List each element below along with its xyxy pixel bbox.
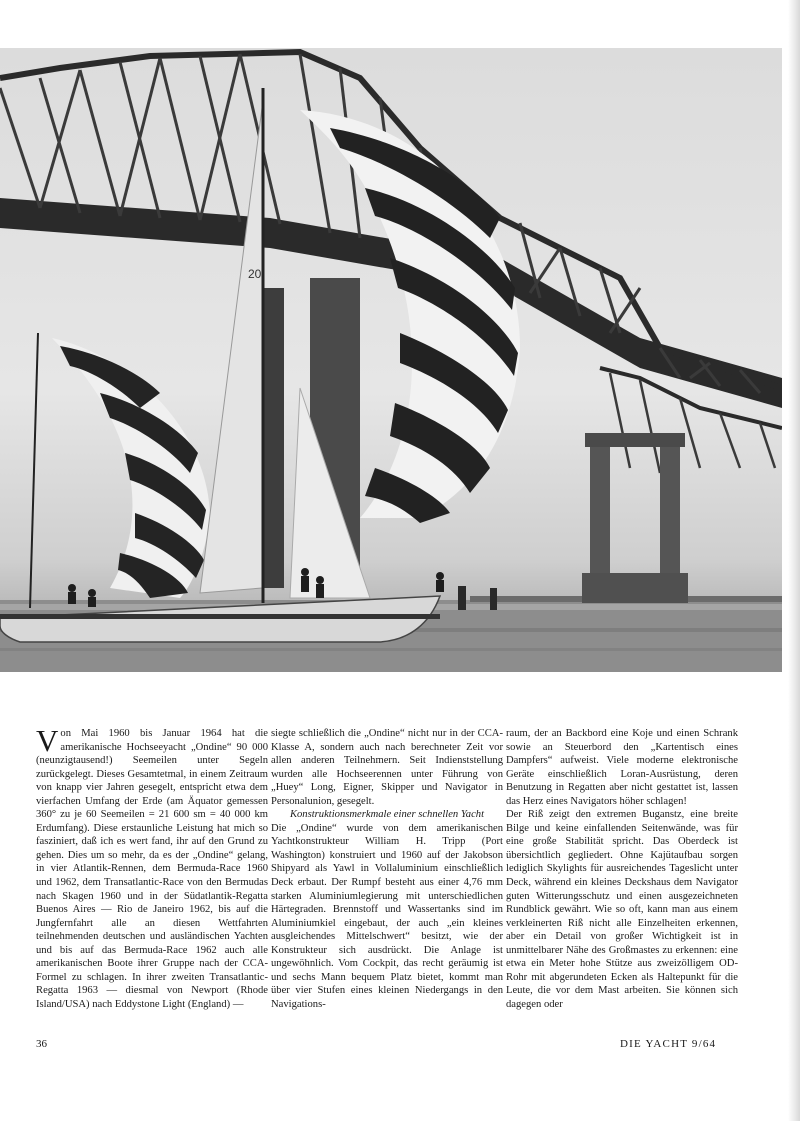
photo-bridge-yacht (0, 48, 782, 672)
page-edge (788, 0, 800, 1121)
article-column-3 (506, 727, 738, 1011)
article-paragraph (36, 723, 268, 1011)
article-paragraph: raum, der an Backbord eine Koje und einen Schrank sowie an Steuerbord den „Kartentisch eines Dampfers“ aufweist. Viele moderne elektronische Geräte einschließlich Loran-Ausrüstung, deren Benutzung in Regatten aber nicht gestattet ist, lassen das Herz eines Navigators höher schlagen! (506, 728, 738, 807)
article-column-2 (271, 727, 503, 1011)
dropcap: V (36, 723, 59, 758)
page-number: 36 (36, 1038, 47, 1050)
sail-number: 20 (248, 267, 262, 281)
article-paragraph: siegte schließlich die „Ondine“ nicht nur in der CCA-Klasse A, sondern auch nach berechneter Zeit vor allen anderen Teilnehmern. Seit Indienststellung wurden alle Hochseerennen unter Führung von „Huey“ Long, Eigner, Skipper und Navigator in Personalunion, gesegelt. (271, 728, 503, 807)
photo-bridge-yacht-icon (0, 48, 782, 672)
article-paragraph: Der Riß zeigt den extremen Buganstz, eine breite Bilge und keine einfallenden Seitenwände, was für eine große Stabilität spricht. Das Oberdeck ist übersichtlich gegliedert. Ohne Kajütaufbau sorgen lediglich Skylights für ausreichendes Tageslicht unter Deck, während ein kleines Deckshaus dem Navigator guten Witterungsschutz und einen ausgezeichneten Rundblick gewährt. Wie so oft, kann man aus einem verkleinerten Riß nicht alle Einzelheiten erkennen, aber ein Detail von großer Wichtigkeit ist in unmittelbarer Nähe des Großmastes zu erkennen: eine etwa ein Meter hohe Stütze aus zweizölligem OD-Rohr mit abgerundeten Ecken als Haltepunkt für die Leute, die vor dem Mast arbeiten. Sie können sich dagegen oder (506, 809, 738, 1010)
article-text: on Mai 1960 bis Januar 1964 hat die amerikanische Hochseeyacht „Ondine“ 90 000 (neunzigtausend!) Seemeilen unter Segeln zurückgelegt. Dieses Gesamtetmal, in einem Zeitraum von knapp vier Jahren gesegelt, entspricht etwa dem vierfachen Umfang der Erde (am Äquator gemessen 360° zu je 60 Seemeilen = 21 600 sm = 40 000 km Erdumfang). Diese erstaunliche Leistung hat mich so fasziniert, daß ich es wert fand, ihr auf den Grund zu gehen. Dies um so mehr, da es der „Ondine“ gelang, in vier Atlantik-Rennen, dem Bermuda-Race 1960 und 1962, dem Transatlantic-Race von den Bermudas nach Skagen 1960 und in der Südatlantik-Regatta Buenos Aires — Rio de Janeiro 1962, bis auf die Jungfernfahrt alle an diesen Wettfahrten teilnehmenden deutschen und ausländischen Yachten und bis auf das Bermuda-Race 1962 auch alle amerikanischen Boote ihrer Gruppe nach der CCA-Formel zu schlagen. In ihrer zweiten Transatlantic-Regatta 1963 — diesmal von Newport (Rhode Island/USA) nach Eddystone Light (England) — (36, 728, 268, 1010)
article-column-1 (36, 723, 268, 1011)
magazine-issue: DIE YACHT 9/64 (620, 1038, 717, 1050)
article-paragraph: Die „Ondine“ wurde von dem amerikanischen Yachtkonstrukteur William H. Tripp (Port Washington) konstruiert und 1960 auf der Jakobson Shipyard als Yawl in Vollaluminium einschließlich Deck erbaut. Der Rumpf besteht aus einer 4,76 mm starken Aluminiumlegierung mit unterschiedlichen Härtegraden. Brennstoff und Wassertanks sind im Aluminiumkiel eingebaut, der auch „ein kleines ausgleichendes Mittelschwert“ besitzt, wie der Konstrukteur sich ausdrückt. Die Anlage ist ungewöhnlich. Vom Cockpit, das recht geräumig ist und sechs Mann bequem Platz bietet, kommt man über vier Stufen eines kleinen Niedergangs in den Navigations- (271, 822, 503, 1010)
section-subhead: Konstruktionsmerkmale einer schnellen Yacht (289, 809, 485, 821)
